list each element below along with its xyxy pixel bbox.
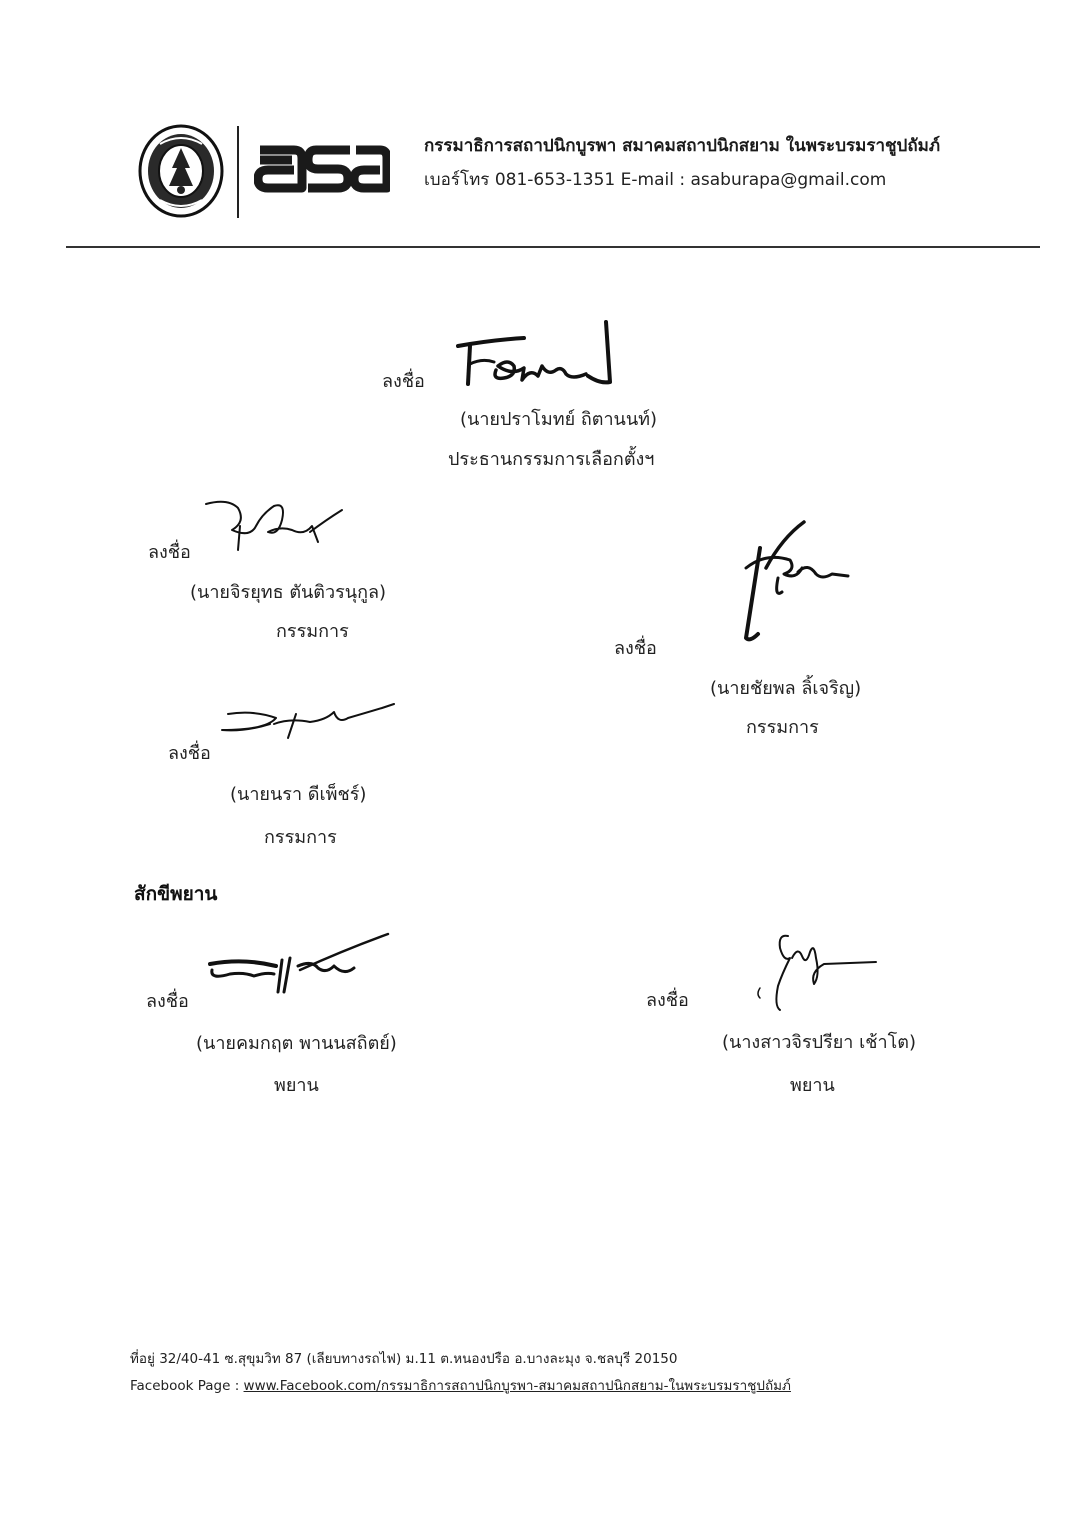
header-divider: [237, 126, 239, 218]
witness-name: (นางสาวจิรปรียา เช้าโต): [722, 1032, 916, 1053]
witness-heading: สักขีพยาน: [134, 883, 218, 905]
signer-role: ประธานกรรมการเลือกตั้งฯ: [448, 449, 655, 470]
footer-facebook: [130, 1374, 791, 1396]
facebook-link[interactable]: www.Facebook.com/กรรมาธิการสถาปนิกบูรพา-สมาคมสถาปนิกสยาม-ในพระบรมราชูปถัมภ์: [243, 1378, 791, 1394]
sign-label: ลงชื่อ: [146, 991, 189, 1012]
header-rule: [66, 246, 1040, 248]
facebook-label: Facebook Page :: [130, 1378, 244, 1394]
sign-label: ลงชื่อ: [614, 638, 657, 659]
witness-signature: [752, 928, 880, 1014]
signer-role: กรรมการ: [746, 717, 819, 738]
witness-role: พยาน: [274, 1075, 319, 1096]
signer-role: กรรมการ: [276, 621, 349, 642]
sign-label: ลงชื่อ: [646, 990, 689, 1011]
signer-name: (นายจิรยุทธ ตันติวรนุกูล): [190, 582, 387, 603]
witness-role: พยาน: [790, 1075, 835, 1096]
committee-signature: [214, 700, 396, 746]
witness-signature: [204, 930, 392, 998]
asa-brand-logo: [254, 138, 390, 200]
committee-signature: [202, 496, 344, 552]
sign-label: ลงชื่อ: [382, 371, 425, 392]
asa-seal-logo: [138, 124, 224, 218]
organization-title: กรรมาธิการสถาปนิกบูรพา สมาคมสถาปนิกสยาม ในพระบรมราชูปถัมภ์: [424, 136, 941, 156]
organization-contact: เบอร์โทร 081-653-1351 E-mail : asaburapa@gmail.com: [424, 170, 887, 190]
signer-name: (นายปราโมทย์ ถิตานนท์): [460, 409, 658, 430]
signer-role: กรรมการ: [264, 827, 337, 848]
sign-label: ลงชื่อ: [148, 542, 191, 563]
signer-name: (นายนรา ดีเพ็ชร์): [230, 784, 367, 805]
committee-signature: [738, 518, 850, 648]
witness-name: (นายคมกฤต พานนสถิตย์): [196, 1033, 397, 1054]
signer-name: (นายชัยพล ลิ้เจริญ): [710, 678, 862, 699]
sign-label: ลงชื่อ: [168, 743, 211, 764]
chairman-signature: [452, 318, 627, 390]
footer-address: ที่อยู่ 32/40-41 ซ.สุขุมวิท 87 (เลียบทางรถไฟ) ม.11 ต.หนองปรือ อ.บางละมุง จ.ชลบุรี 20150: [130, 1351, 678, 1367]
